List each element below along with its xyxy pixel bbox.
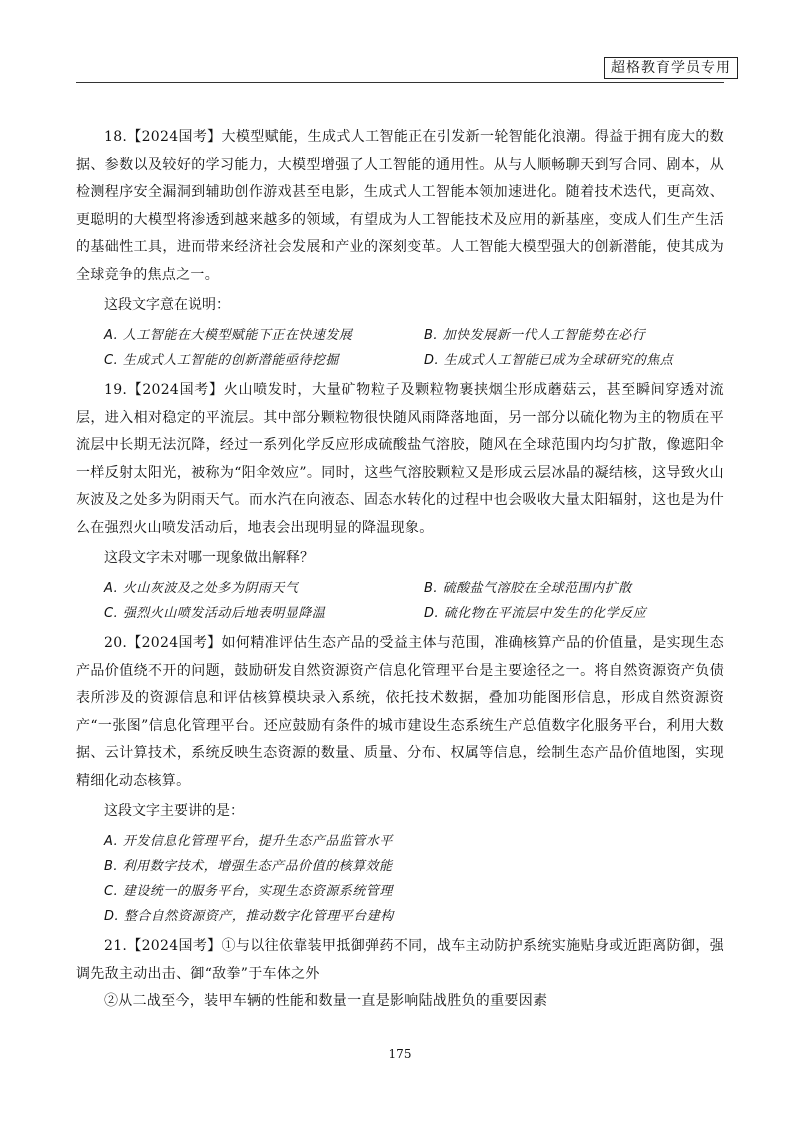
q21-line2: ②从二战至今，装甲车辆的性能和数量一直是影响陆战胜负的重要因素 xyxy=(104,993,548,1009)
q18-option-d: D. 生成式人工智能已成为全球研究的焦点 xyxy=(424,353,674,368)
q20-options xyxy=(76,829,724,929)
q20-option-b: B. 利用数字技术，增强生态产品价值的核算效能 xyxy=(104,859,393,874)
q20-stem: 20.【2024国考】如何精准评估生态产品的受益主体与范围，准确核算产品的价值量，是实现生态产品价值绕不开的问题，鼓励研发自然资源资产信息化管理平台是主要途径之一。将自然资源资产负债表所涉及的资源信息和评估核算模块录入系统，依托技术数据，叠加功能图形信息，形成自然资源资产“一张图”信息化管理平台。还应鼓励有条件的城市建设生态系统生产总值数字化服务平台，利用大数据、云计算技术，系统反映生态资源的数量、质量、分布、权属等信息，绘制生态产品价值地图，实现精细化动态核算。 xyxy=(76,635,724,789)
q19-stem: 19.【2024国考】火山喷发时，大量矿物粒子及颗粒物裹挟烟尘形成蘑菇云，甚至瞬间穿透对流层，进入相对稳定的平流层。其中部分颗粒物很快随风雨降落地面，另一部分以硫化物为主的物质在平流层中长期无法沉降，经过一系列化学反应形成硫酸盐气溶胶，随风在全球范围内均匀扩散，像遮阳伞一样反射太阳光，被称为“阳伞效应”。同时，这些气溶胶颗粒又是形成云层冰晶的凝结核，这导致火山灰波及之处多为阴雨天气。而水汽在向液态、固态水转化的过程中也会吸收大量太阳辐射，这也是为什么在强烈火山喷发活动后，地表会出现明显的降温现象。 xyxy=(76,382,724,536)
q20-question: 这段文字主要讲的是： xyxy=(104,803,244,819)
header-label: 超格教育学员专用 xyxy=(604,57,738,79)
q21-line1: 21.【2024国考】①与以往依靠装甲抵御弹药不同，战车主动防护系统实施贴身或近距离防御，强调先敌主动出击、御“敌拳”于车体之外 xyxy=(76,938,724,982)
q18-options xyxy=(76,323,724,373)
q20-option-c: C. 建设统一的服务平台，实现生态资源系统管理 xyxy=(104,884,393,899)
q20-option-d: D. 整合自然资源资产，推动数字化管理平台建构 xyxy=(104,909,394,924)
q19-question: 这段文字未对哪一现象做出解释？ xyxy=(104,550,314,566)
q18-option-a: A. 人工智能在大模型赋能下正在快速发展 xyxy=(104,328,353,343)
q19-options xyxy=(76,576,724,626)
header-rule xyxy=(76,82,724,83)
q20-option-a: A. 开发信息化管理平台，提升生态产品监管水平 xyxy=(104,834,393,849)
q19-option-b: B. 硫酸盐气溶胶在全球范围内扩散 xyxy=(424,581,632,596)
q18-question: 这段文字意在说明： xyxy=(104,297,230,313)
q18-option-b: B. 加快发展新一代人工智能势在必行 xyxy=(424,328,646,343)
q19-option-d: D. 硫化物在平流层中发生的化学反应 xyxy=(424,606,647,621)
q19-option-a: A. 火山灰波及之处多为阴雨天气 xyxy=(104,581,299,596)
page-content xyxy=(76,124,724,1016)
q19-option-c: C. 强烈火山喷发活动后地表明显降温 xyxy=(104,606,326,621)
q18-option-c: C. 生成式人工智能的创新潜能亟待挖掘 xyxy=(104,353,339,368)
page-number: 175 xyxy=(388,1047,412,1061)
q18-stem: 18.【2024国考】大模型赋能，生成式人工智能正在引发新一轮智能化浪潮。得益于拥有庞大的数据、参数以及较好的学习能力，大模型增强了人工智能的通用性。从与人顺畅聊天到写合同、剧本，从检测程序安全漏洞到辅助创作游戏甚至电影，生成式人工智能本领加速进化。随着技术迭代，更高效、更聪明的大模型将渗透到越来越多的领域，有望成为人工智能技术及应用的新基座，变成人们生产生活的基础性工具，进而带来经济社会发展和产业的深刻变革。人工智能大模型强大的创新潜能，使其成为全球竞争的焦点之一。 xyxy=(76,129,724,283)
